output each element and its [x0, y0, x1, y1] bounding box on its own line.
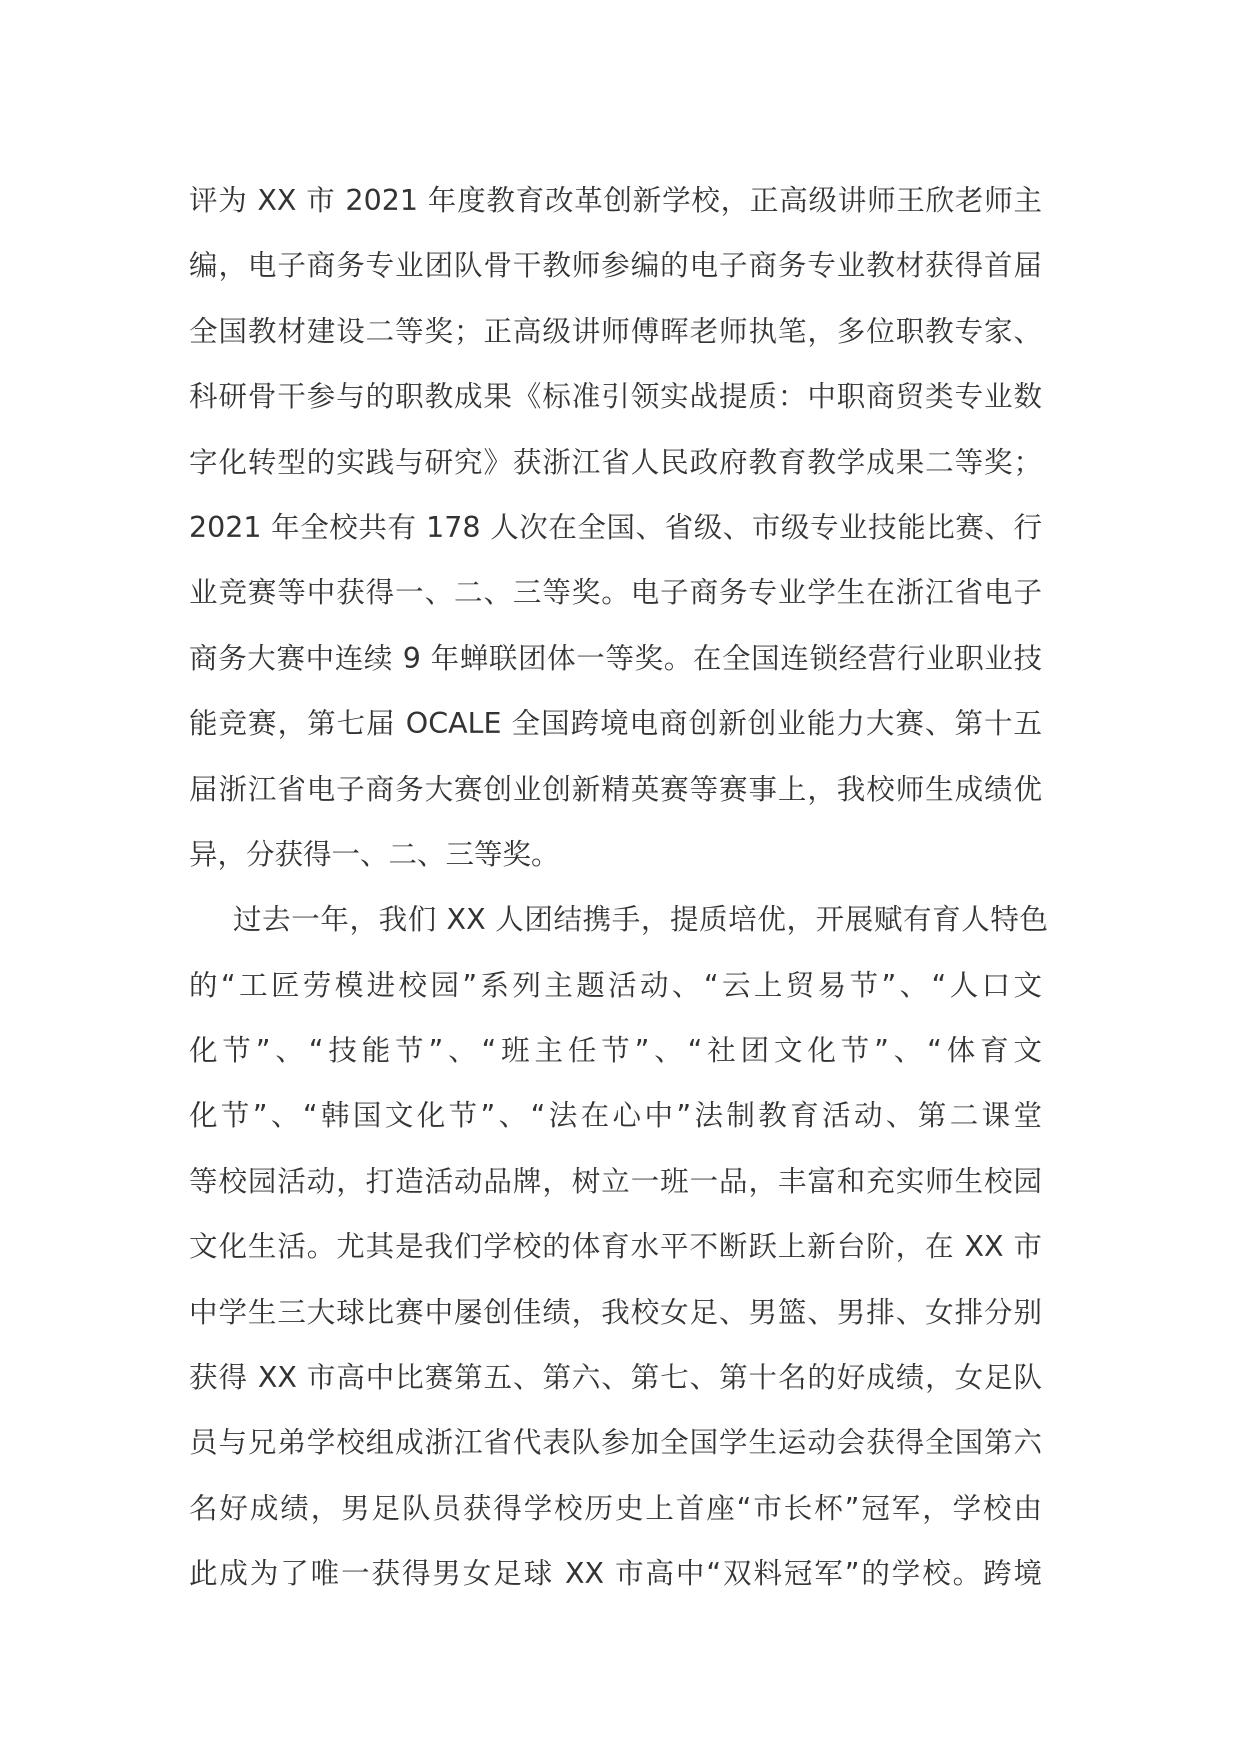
text-line: 字化转型的实践与研究》获浙江省人民政府教育教学成果二等奖； [189, 445, 1042, 479]
text-line: 名好成绩，男足队员获得学校历史上首座“市长杯”冠军，学校由 [189, 1491, 1042, 1525]
text-line: 过去一年，我们 XX 人团结携手，提质培优，开展赋有育人特色 [233, 903, 1048, 937]
text-line: 此成为了唯一获得男女足球 XX 市高中“双料冠军”的学校。跨境 [189, 1557, 1042, 1591]
text-line: 业竞赛等中获得一、二、三等奖。电子商务专业学生在浙江省电子 [189, 576, 1042, 610]
text-line: 的“工匠劳模进校园”系列主题活动、“云上贸易节”、“人口文 [189, 968, 1042, 1002]
text-line: 文化生活。尤其是我们学校的体育水平不断跃上新台阶，在 XX 市 [189, 1230, 1042, 1264]
paragraph [189, 887, 1048, 1606]
text-line: 员与兄弟学校组成浙江省代表队参加全国学生运动会获得全国第六 [189, 1426, 1042, 1460]
text-line: 全国教材建设二等奖；正高级讲师傅晖老师执笔，多位职教专家、 [189, 314, 1042, 348]
text-line: 编，电子商务专业团队骨干教师参编的电子商务专业教材获得首届 [189, 249, 1042, 283]
text-line: 科研骨干参与的职教成果《标准引领实战提质：中职商贸类专业数 [189, 380, 1042, 414]
text-line: 评为 XX 市 2021 年度教育改革创新学校，正高级讲师王欣老师主 [189, 184, 1042, 217]
text-line: 商务大赛中连续 9 年蝉联团体一等奖。在全国连锁经营行业职业技 [189, 641, 1042, 675]
document-body [189, 168, 1048, 1607]
text-line: 中学生三大球比赛中屡创佳绩，我校女足、男篮、男排、女排分别 [189, 1295, 1042, 1329]
text-line: 获得 XX 市高中比赛第五、第六、第七、第十名的好成绩，女足队 [189, 1361, 1042, 1395]
text-line: 化节”、“技能节”、“班主任节”、“社团文化节”、“体育文 [189, 1034, 1042, 1068]
text-line: 能竞赛，第七届 OCALE 全国跨境电商创新创业能力大赛、第十五 [189, 707, 1042, 741]
text-line: 2021 年全校共有 178 人次在全国、省级、市级专业技能比赛、行 [189, 510, 1042, 544]
paragraph [189, 168, 1042, 887]
text-line: 异，分获得一、二、三等奖。 [189, 837, 560, 871]
text-line: 届浙江省电子商务大赛创业创新精英赛等赛事上，我校师生成绩优 [189, 772, 1042, 806]
text-line: 化节”、“韩国文化节”、“法在心中”法制教育活动、第二课堂 [189, 1099, 1042, 1133]
text-line: 等校园活动，打造活动品牌，树立一班一品，丰富和充实师生校园 [189, 1164, 1042, 1198]
